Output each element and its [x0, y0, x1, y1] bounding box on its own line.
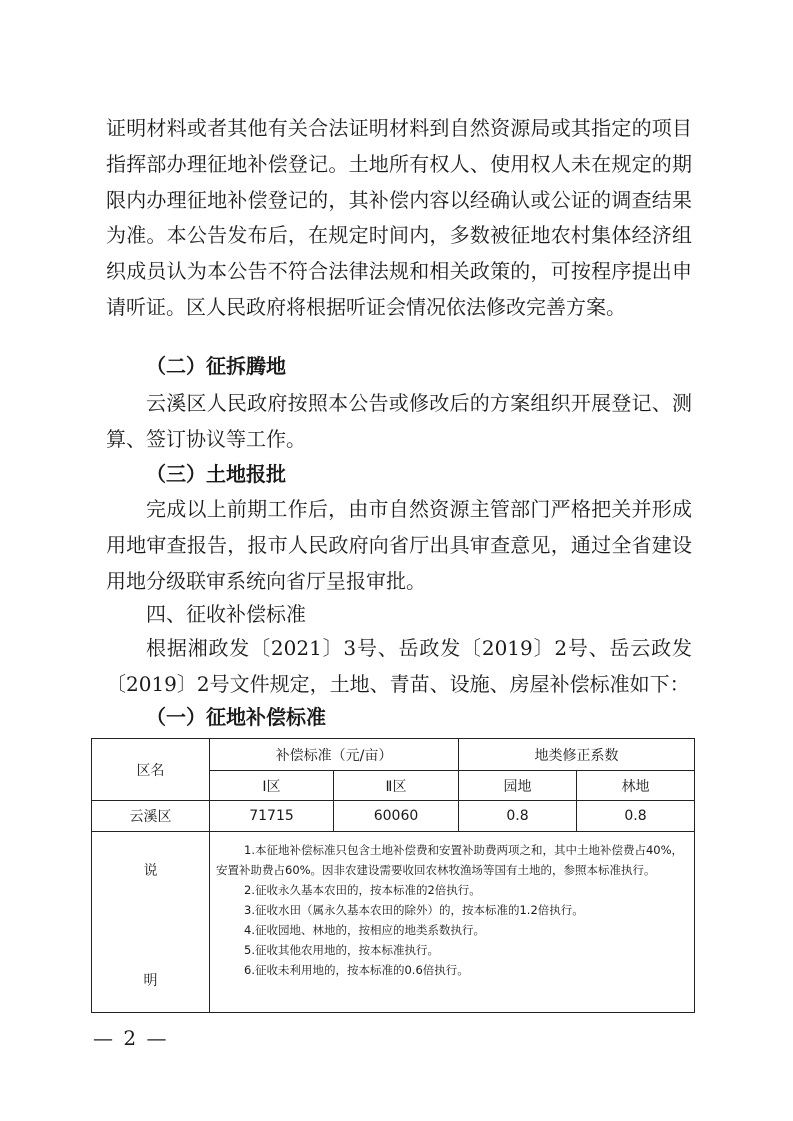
- notes-label-1: 说: [143, 863, 158, 879]
- heading-demolition: （二）征拆腾地: [146, 354, 286, 378]
- table-row: [92, 801, 695, 832]
- cell-garden: 0.8: [459, 801, 577, 832]
- notes-label: [92, 832, 210, 1013]
- notes-content: [210, 832, 695, 1013]
- page-number: — 2 —: [93, 1026, 169, 1050]
- paragraph-compensation-basis: 根据湘政发〔2021〕3号、岳政发〔2019〕2号、岳云政发〔2019〕2号文件规定，土地、青苗、设施、房屋补偿标准如下：: [106, 636, 692, 696]
- header-coefficient: 地类修正系数: [459, 739, 695, 771]
- cell-forest: 0.8: [577, 801, 695, 832]
- note-item: 6.征收未利用地的，按本标准的0.6倍执行。: [244, 963, 469, 977]
- note-item: 3.征收水田（属永久基本农田的除外）的，按本标准的1.2倍执行。: [244, 903, 584, 917]
- cell-zone-1: 71715: [210, 801, 334, 832]
- header-area-name: 区名: [92, 739, 210, 801]
- header-standard: 补偿标准（元/亩）: [210, 739, 459, 771]
- heading-compensation-standard: 四、征收补偿标准: [146, 602, 306, 626]
- header-forest: 林地: [577, 771, 695, 801]
- note-item: 1.本征地补偿标准只包含土地补偿费和安置补助费两项之和，其中土地补偿费占40%，安置补助费占60%。因非农建设需要收回农林牧渔场等国有土地的，参照本标准执行。: [216, 843, 684, 877]
- note-item: 4.征收园地、林地的，按相应的地类系数执行。: [244, 923, 485, 937]
- note-item: 2.征收永久基本农田的，按本标准的2倍执行。: [244, 883, 481, 897]
- paragraph-registration: 证明材料或者其他有关合法证明材料到自然资源局或其指定的项目指挥部办理征地补偿登记。土地所有权人、使用权人未在规定的期限内办理征地补偿登记的，其补偿内容以经确认或公证的调查结果为准。本公告发布后，在规定时间内，多数被征地农村集体经济组织成员认为本公告不符合法律法规和相关政策的，可按程序提出申请听证。区人民政府将根据听证会情况依法修改完善方案。: [106, 116, 692, 319]
- note-item: 5.征收其他农用地的，按本标准执行。: [244, 943, 439, 957]
- header-zone-2: Ⅱ区: [334, 771, 459, 801]
- cell-zone-2: 60060: [334, 801, 459, 832]
- paragraph-demolition: 云溪区人民政府按照本公告或修改后的方案组织开展登记、测算、签订协议等工作。: [106, 391, 692, 451]
- heading-land-compensation: （一）征地补偿标准: [146, 705, 326, 729]
- paragraph-land-approval: 完成以上前期工作后，由市自然资源主管部门严格把关并形成用地审查报告，报市人民政府向省厅出具审查意见，通过全省建设用地分级联审系统向省厅呈报审批。: [106, 497, 692, 593]
- heading-land-approval: （三）土地报批: [146, 462, 286, 486]
- header-garden: 园地: [459, 771, 577, 801]
- notes-label-2: 明: [143, 973, 158, 989]
- header-zone-1: Ⅰ区: [210, 771, 334, 801]
- compensation-table: [91, 738, 695, 1013]
- cell-area: 云溪区: [92, 801, 210, 832]
